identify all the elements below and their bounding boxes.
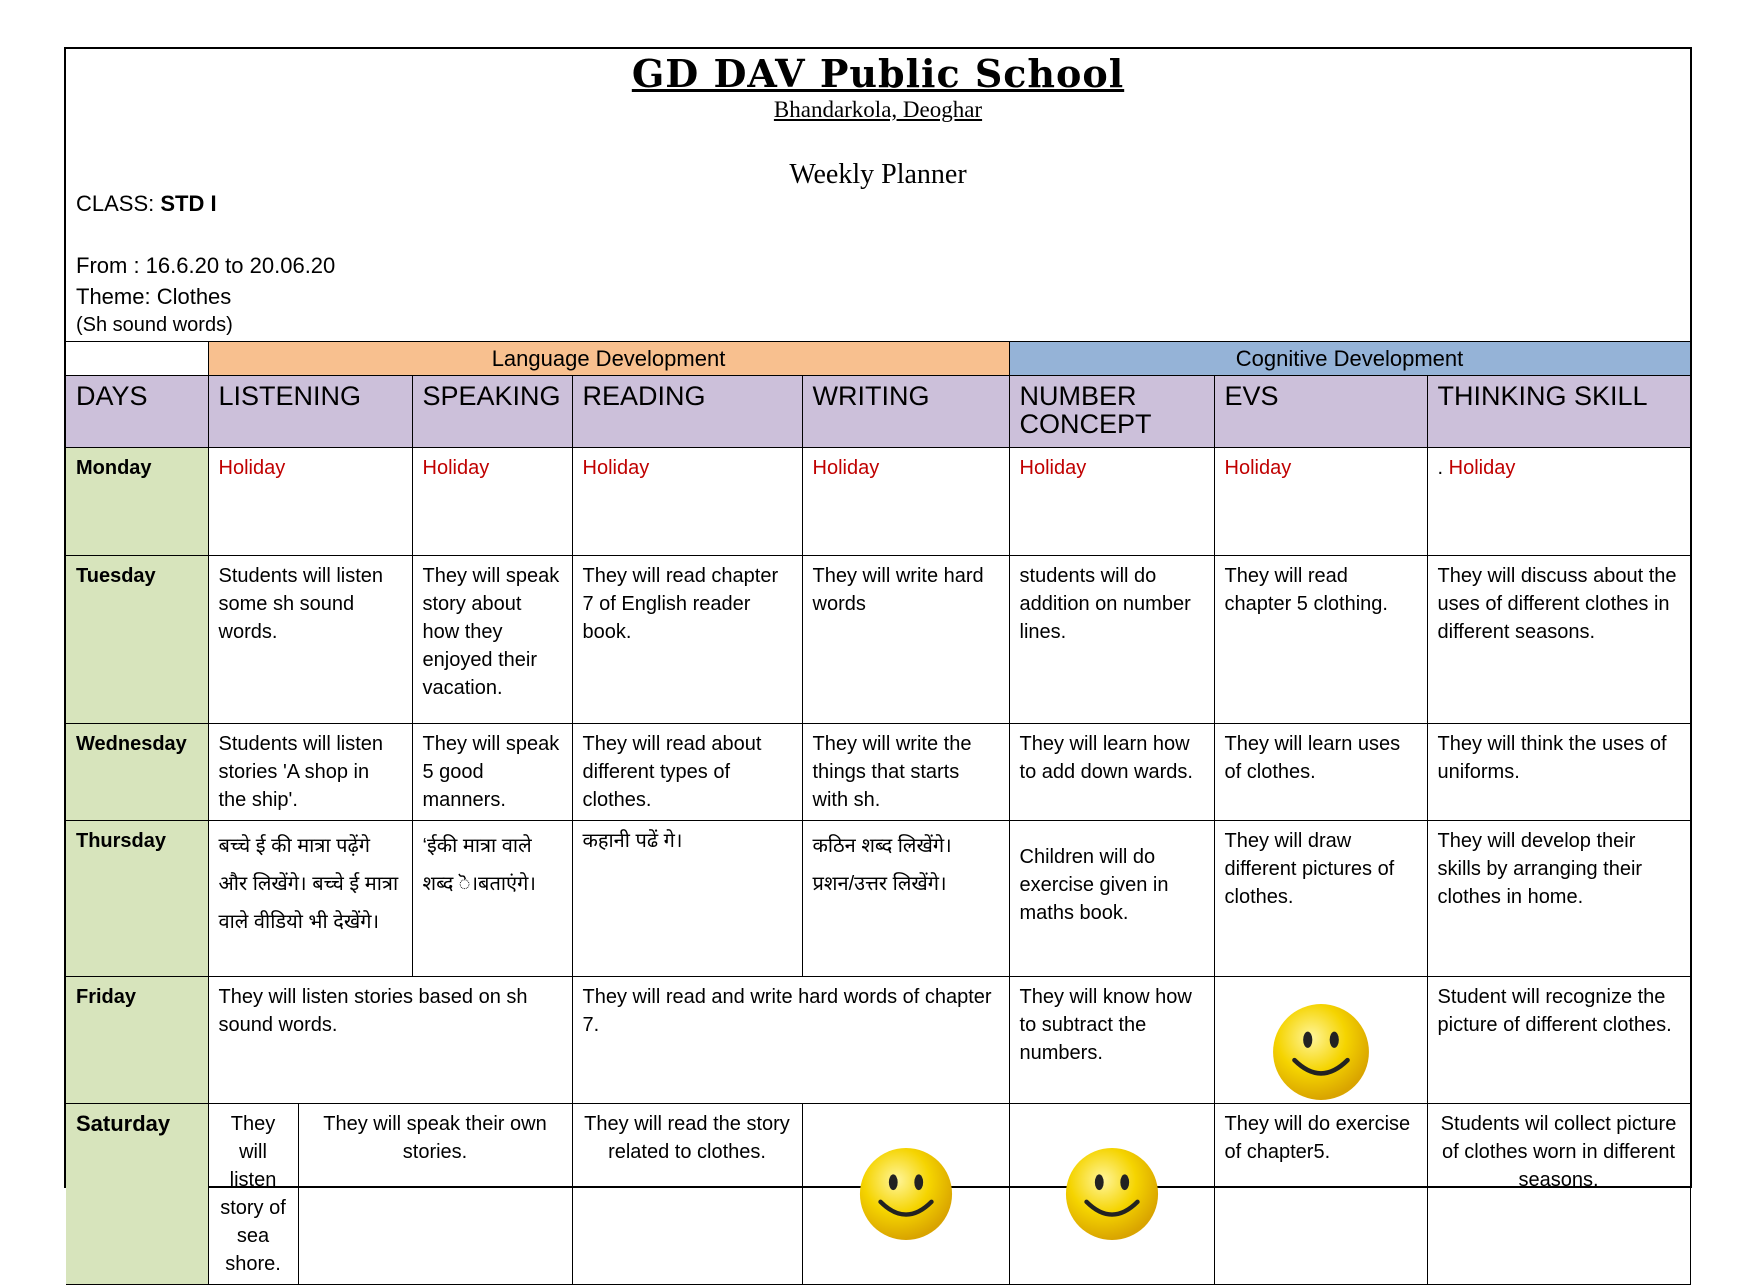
saturday-writing: [802, 1104, 1009, 1285]
thursday-writing: कठिन शब्द लिखेंगे। प्रशन/उत्तर लिखेंगे।: [802, 821, 1009, 977]
tuesday-thinking: They will discuss about the uses of different clothes in different seasons.: [1427, 556, 1690, 724]
monday-number-concept: Holiday: [1009, 448, 1214, 556]
day-wednesday: Wednesday: [66, 724, 208, 821]
thursday-number-concept: Children will do exercise given in maths book.: [1009, 821, 1214, 977]
monday-evs: Holiday: [1214, 448, 1427, 556]
day-friday: Friday: [66, 977, 208, 1104]
row-monday: [66, 448, 1690, 556]
monday-speaking: Holiday: [412, 448, 572, 556]
school-name: GD DAV Public School: [631, 51, 1125, 96]
friday-number-concept: They will know how to subtract the numbers.: [1009, 977, 1214, 1104]
wednesday-listening: Students will listen stories 'A shop in the ship'.: [208, 724, 412, 821]
monday-writing: Holiday: [802, 448, 1009, 556]
thursday-listening: बच्चे ई की मात्रा पढ़ेंगे और लिखेंगे। बच्चे ई मात्रा वाले वीडियो भी देखेंगे।: [208, 821, 412, 977]
monday-thinking-prefix: .: [1437, 457, 1449, 479]
smiley-icon: [852, 1145, 960, 1243]
day-saturday: Saturday: [66, 1104, 208, 1285]
row-thursday: [66, 821, 1690, 977]
day-thursday: Thursday: [66, 821, 208, 977]
thursday-reading: कहानी पढें गे।: [572, 821, 802, 977]
monday-listening: Holiday: [208, 448, 412, 556]
wednesday-reading: They will read about different types of clothes.: [572, 724, 802, 821]
col-listening: LISTENING: [208, 376, 412, 448]
row-saturday: [66, 1104, 1690, 1285]
monday-thinking-text: Holiday: [1448, 457, 1516, 479]
col-thinking-skill: THINKING SKILL: [1427, 376, 1690, 448]
thursday-thinking: They will develop their skills by arranging their clothes in home.: [1427, 821, 1690, 977]
tuesday-writing: They will write hard words: [802, 556, 1009, 724]
class-label: CLASS:: [76, 191, 161, 216]
saturday-speaking: They will speak their own stories.: [298, 1104, 572, 1285]
weekly-planner-table: [66, 341, 1691, 1285]
cognitive-development-band: Cognitive Development: [1009, 342, 1690, 376]
row-friday: [66, 977, 1690, 1104]
saturday-evs: They will do exercise of chapter5.: [1214, 1104, 1427, 1285]
thursday-evs: They will draw different pictures of clothes.: [1214, 821, 1427, 977]
saturday-reading: They will read the story related to clothes.: [572, 1104, 802, 1285]
friday-thinking: Student will recognize the picture of different clothes.: [1427, 977, 1690, 1104]
friday-reading-writing: They will read and write hard words of chapter 7.: [572, 977, 1009, 1104]
school-location: Bhandarkola, Deoghar: [773, 97, 983, 122]
tuesday-listening: Students will listen some sh sound words.: [208, 556, 412, 724]
saturday-thinking: Students wil collect picture of clothes worn in different seasons.: [1427, 1104, 1690, 1285]
language-development-band: Language Development: [208, 342, 1009, 376]
smiley-icon: [1058, 1145, 1166, 1243]
col-days: DAYS: [66, 376, 208, 448]
theme-note: (Sh sound words): [76, 314, 233, 336]
band-row: [66, 342, 1690, 376]
wednesday-evs: They will learn uses of clothes.: [1214, 724, 1427, 821]
friday-listening-speaking: They will listen stories based on sh sound words.: [208, 977, 572, 1104]
monday-reading: Holiday: [572, 448, 802, 556]
planner-title: Weekly Planner: [789, 159, 967, 190]
thursday-speaking: ‘ईकी मात्रा वाले शब्द ॆ।बताएंगे।: [412, 821, 572, 977]
friday-evs: [1214, 977, 1427, 1104]
wednesday-speaking: They will speak 5 good manners.: [412, 724, 572, 821]
day-tuesday: Tuesday: [66, 556, 208, 724]
date-range: From : 16.6.20 to 20.06.20: [76, 253, 336, 278]
tuesday-reading: They will read chapter 7 of English reader book.: [572, 556, 802, 724]
class-value: STD I: [160, 191, 217, 216]
tuesday-evs: They will read chapter 5 clothing.: [1214, 556, 1427, 724]
col-reading: READING: [572, 376, 802, 448]
planner-page: [64, 47, 1692, 1275]
column-header-row: [66, 376, 1690, 448]
row-wednesday: [66, 724, 1690, 821]
row-tuesday: [66, 556, 1690, 724]
saturday-listening: They will listen story of sea shore.: [208, 1104, 298, 1285]
saturday-number-concept: [1009, 1104, 1214, 1285]
col-writing: WRITING: [802, 376, 1009, 448]
col-number-concept: NUMBER CONCEPT: [1009, 376, 1214, 448]
wednesday-thinking: They will think the uses of uniforms.: [1427, 724, 1690, 821]
class-line: [76, 191, 217, 217]
wednesday-number-concept: They will learn how to add down wards.: [1009, 724, 1214, 821]
monday-thinking: [1427, 448, 1690, 556]
tuesday-speaking: They will speak story about how they enjoyed their vacation.: [412, 556, 572, 724]
theme: Theme: Clothes: [76, 284, 232, 309]
band-empty: [66, 342, 208, 376]
col-speaking: SPEAKING: [412, 376, 572, 448]
day-monday: Monday: [66, 448, 208, 556]
smiley-icon: [1267, 1001, 1375, 1103]
tuesday-number-concept: students will do addition on number lines.: [1009, 556, 1214, 724]
col-evs: EVS: [1214, 376, 1427, 448]
wednesday-writing: They will write the things that starts with sh.: [802, 724, 1009, 821]
